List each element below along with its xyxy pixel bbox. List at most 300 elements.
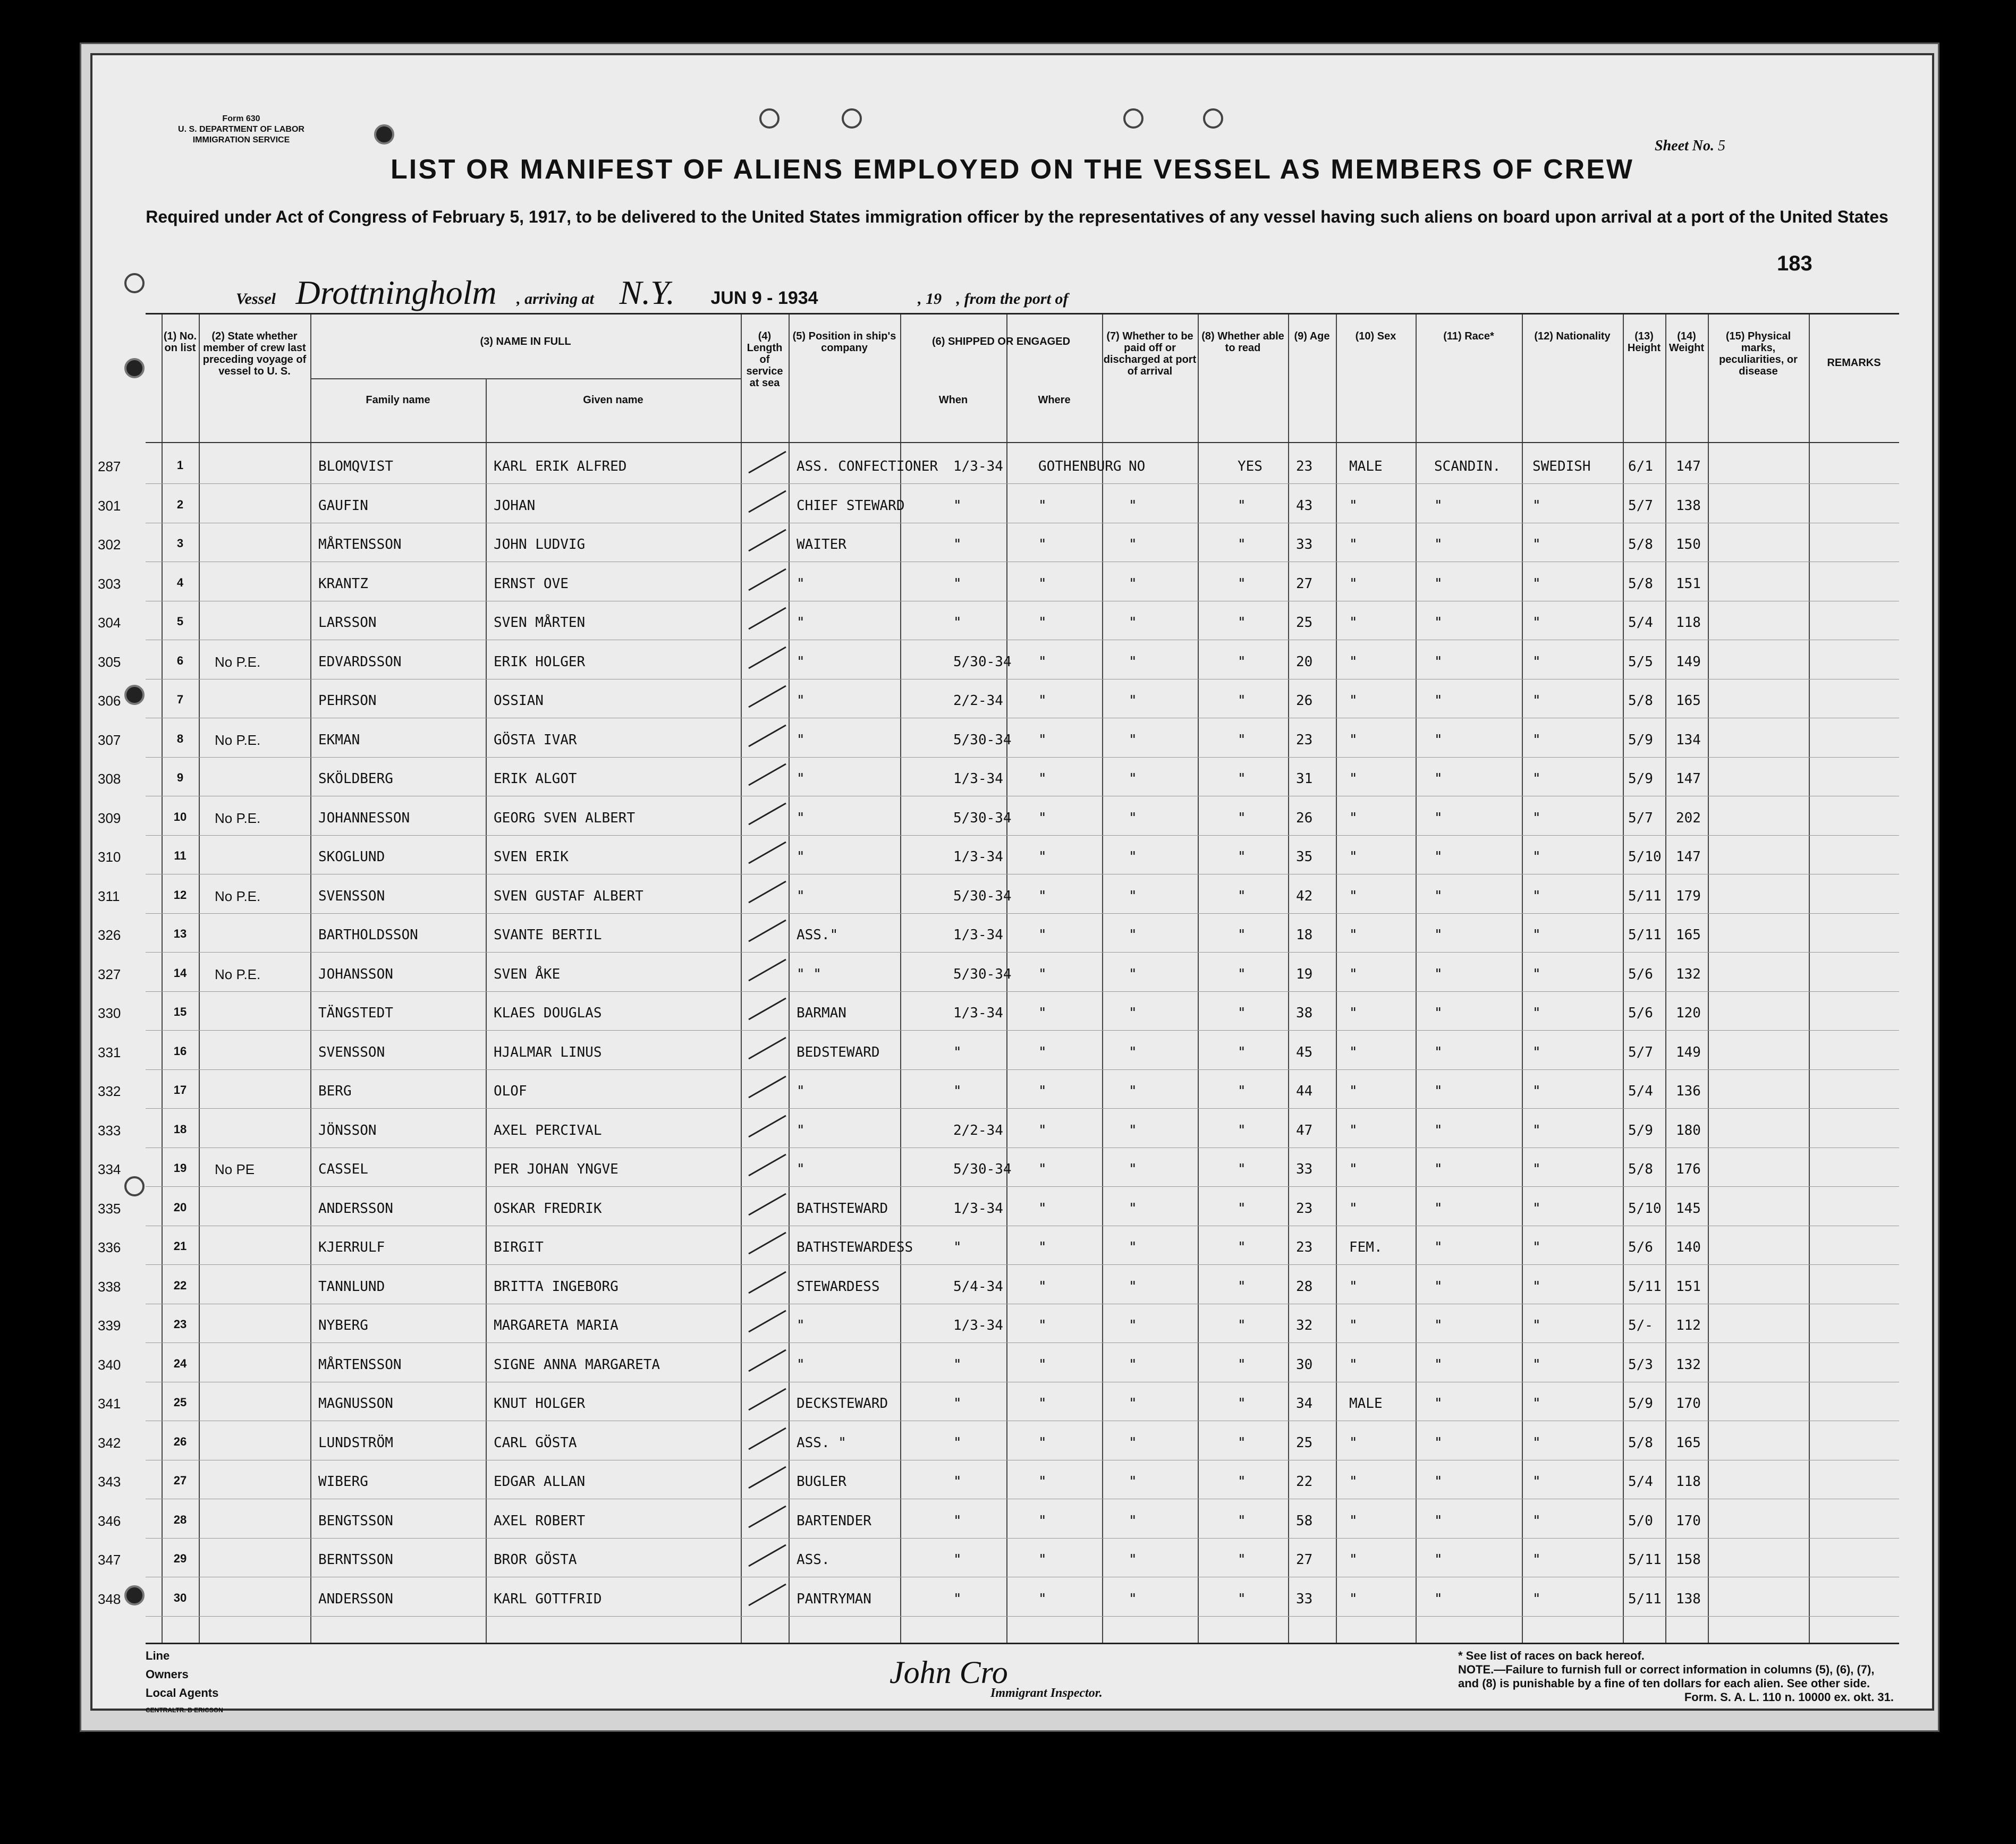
family-name: ANDERSSON — [318, 1591, 393, 1607]
shipped-where: " — [1038, 888, 1047, 904]
shipped-where: " — [1038, 1200, 1047, 1217]
table-row — [98, 1148, 1899, 1187]
race: " — [1434, 1005, 1443, 1021]
sex: " — [1349, 1318, 1358, 1333]
weight: 150 — [1676, 537, 1701, 553]
shipped-when: 5/30-34 — [953, 732, 1012, 748]
family-name: GAUFIN — [318, 497, 368, 514]
row-number: 4 — [176, 575, 184, 589]
service-check-mark — [746, 1230, 789, 1260]
manifest-number: 183 — [1777, 252, 1812, 275]
able-to-read: YES — [1238, 458, 1263, 474]
weight: 180 — [1676, 1122, 1701, 1138]
table-row — [98, 718, 1899, 758]
position: " — [797, 693, 805, 709]
service-check-mark — [746, 996, 789, 1026]
height: 6/1 — [1628, 458, 1653, 474]
sex: " — [1349, 1044, 1358, 1060]
shipped-where: " — [1038, 1318, 1047, 1333]
shipped-when: 2/2-34 — [953, 1122, 1003, 1138]
able-to-read: " — [1238, 732, 1246, 748]
given-name: SVEN MÅRTEN — [494, 615, 586, 631]
weight: 149 — [1676, 1044, 1701, 1060]
height: 5/8 — [1628, 1434, 1653, 1451]
nationality: " — [1532, 1552, 1541, 1568]
able-to-read: " — [1238, 888, 1246, 904]
given-name: ERIK ALGOT — [494, 771, 577, 787]
position: BARMAN — [797, 1005, 846, 1021]
position: " — [797, 888, 805, 904]
table-row — [98, 991, 1899, 1031]
side-number: 303 — [98, 575, 121, 592]
height: 5/9 — [1628, 1122, 1653, 1138]
table-row — [98, 601, 1899, 640]
header-name: (3) NAME IN FULL — [480, 336, 571, 347]
table-row — [98, 679, 1899, 718]
vessel-line: Vessel Drottningholm , arriving at N.Y. JUN 9 - 1934 , 19 , from the port of — [236, 274, 1069, 311]
race: " — [1434, 537, 1443, 553]
weight: 202 — [1676, 810, 1701, 826]
given-name: AXEL ROBERT — [494, 1512, 586, 1529]
age: 33 — [1296, 1591, 1313, 1607]
table-row — [98, 1265, 1899, 1304]
table-row — [98, 874, 1899, 914]
given-name: ERNST OVE — [494, 575, 569, 592]
race: " — [1434, 1356, 1443, 1373]
family-name: SVENSSON — [318, 1044, 385, 1060]
age: 25 — [1296, 1434, 1313, 1451]
family-name: MÅRTENSSON — [318, 537, 402, 553]
table-row — [98, 1187, 1899, 1226]
able-to-read: " — [1238, 1434, 1246, 1451]
family-name: BLOMQVIST — [318, 458, 393, 474]
side-number: 347 — [98, 1552, 121, 1568]
height: 5/9 — [1628, 1396, 1653, 1412]
shipped-where: " — [1038, 1239, 1047, 1255]
given-name: EDGAR ALLAN — [494, 1474, 586, 1490]
shipped-where: " — [1038, 966, 1047, 982]
side-number: 336 — [98, 1239, 121, 1255]
nationality: " — [1532, 615, 1541, 631]
given-name: SVANTE BERTIL — [494, 927, 602, 943]
header-family-name: Family name — [366, 394, 430, 406]
row-number: 19 — [173, 1161, 187, 1175]
service-check-mark — [746, 683, 789, 713]
position: ASS." — [797, 927, 838, 943]
shipped-where: " — [1038, 1083, 1047, 1099]
given-name: KLAES DOUGLAS — [494, 1005, 602, 1021]
shipped-when: " — [953, 1396, 962, 1412]
shipped-when: 5/30-34 — [953, 966, 1012, 982]
nationality: " — [1532, 1396, 1541, 1412]
row-number: 22 — [173, 1278, 187, 1292]
shipped-where: " — [1038, 1122, 1047, 1138]
nationality: " — [1532, 1005, 1541, 1021]
side-number: 338 — [98, 1278, 121, 1295]
table-row — [98, 1343, 1899, 1382]
shipped-when: 2/2-34 — [953, 693, 1003, 709]
weight: 147 — [1676, 771, 1701, 787]
able-to-read: " — [1238, 575, 1246, 592]
vessel-name: Drottningholm — [295, 274, 497, 311]
paid-off: " — [1129, 1591, 1137, 1607]
weight: 138 — [1676, 497, 1701, 514]
shipped-where: " — [1038, 1044, 1047, 1060]
row-number: 29 — [173, 1552, 187, 1565]
height: 5/11 — [1628, 1278, 1662, 1295]
shipped-where: " — [1038, 1474, 1047, 1490]
row-number: 16 — [173, 1044, 187, 1058]
manifest-footer — [146, 1644, 1899, 1714]
able-to-read: " — [1238, 1083, 1246, 1099]
nationality: " — [1532, 1044, 1541, 1060]
position: WAITER — [797, 537, 846, 553]
previous-voyage: No P.E. — [215, 653, 261, 670]
header-read: (8) Whether able to read — [1201, 330, 1284, 354]
row-number: 17 — [173, 1083, 187, 1097]
row-number: 11 — [174, 849, 187, 862]
paid-off: " — [1129, 537, 1137, 553]
sex: " — [1349, 1005, 1358, 1021]
shipped-when: " — [953, 1044, 962, 1060]
footnote: * See list of races on back hereof. NOTE.—Failure to furnish full or correct information in columns (5), (6), (7), and (8) is punishable by a fine of ten dollars for each alien. See other side. Form. S. A. L. 110 n. 10000 ex. okt. 31. — [1458, 1649, 1894, 1704]
nationality: " — [1532, 1474, 1541, 1490]
nationality: " — [1532, 1122, 1541, 1138]
row-number: 5 — [176, 615, 184, 628]
punch-hole — [124, 273, 145, 293]
side-number: 340 — [98, 1356, 121, 1373]
shipped-where: " — [1038, 849, 1047, 865]
weight: 151 — [1676, 575, 1701, 592]
row-number: 6 — [176, 653, 184, 667]
service-check-mark — [746, 839, 789, 870]
position: BEDSTEWARD — [797, 1044, 880, 1060]
height: 5/6 — [1628, 1005, 1653, 1021]
paid-off: " — [1129, 1239, 1137, 1255]
height: 5/8 — [1628, 693, 1653, 709]
arrival-port: N.Y. — [619, 274, 675, 311]
race: " — [1434, 575, 1443, 592]
weight: 179 — [1676, 888, 1701, 904]
row-number: 23 — [173, 1318, 187, 1331]
given-name: BIRGIT — [494, 1239, 544, 1255]
service-check-mark — [746, 488, 789, 519]
service-check-mark — [746, 1503, 789, 1534]
side-number: 287 — [98, 458, 121, 474]
service-check-mark — [746, 917, 789, 948]
family-name: BENGTSSON — [318, 1512, 393, 1529]
race: " — [1434, 1239, 1443, 1255]
shipped-when: " — [953, 1474, 962, 1490]
age: 25 — [1296, 615, 1313, 631]
weight: 151 — [1676, 1278, 1701, 1295]
side-number: 341 — [98, 1396, 121, 1412]
side-number: 307 — [98, 732, 121, 748]
header-where: Where — [1038, 394, 1071, 406]
shipped-where: " — [1038, 1552, 1047, 1568]
nationality: " — [1532, 849, 1541, 865]
height: 5/11 — [1628, 888, 1662, 904]
shipped-when: 1/3-34 — [953, 1200, 1003, 1217]
able-to-read: " — [1238, 1278, 1246, 1295]
shipped-when: " — [953, 1239, 962, 1255]
position: " — [797, 1161, 805, 1177]
race: " — [1434, 849, 1443, 865]
height: 5/8 — [1628, 1161, 1653, 1177]
able-to-read: " — [1238, 497, 1246, 514]
paid-off: " — [1129, 1005, 1137, 1021]
height: 5/8 — [1628, 537, 1653, 553]
nationality: " — [1532, 653, 1541, 670]
race: " — [1434, 810, 1443, 826]
shipped-when: " — [953, 575, 962, 592]
side-number: 348 — [98, 1591, 121, 1607]
page-subtitle: Required under Act of Congress of February 5, 1917, to be delivered to the United States immigration officer by the representatives of any vessel having such aliens on board upon arrival at a port of the United States — [146, 207, 1888, 226]
race: " — [1434, 653, 1443, 670]
height: 5/11 — [1628, 1552, 1662, 1568]
able-to-read: " — [1238, 615, 1246, 631]
able-to-read: " — [1238, 1591, 1246, 1607]
table-row — [98, 640, 1899, 679]
race: " — [1434, 771, 1443, 787]
age: 23 — [1296, 1200, 1313, 1217]
header-paid-off: (7) Whether to be paid off or discharged at port of arrival — [1103, 330, 1197, 377]
sex: MALE — [1349, 458, 1383, 474]
header-age: (9) Age — [1294, 330, 1330, 342]
able-to-read: " — [1238, 537, 1246, 553]
service-check-mark — [746, 1386, 789, 1416]
service-check-mark — [746, 1542, 789, 1573]
shipped-when: 5/30-34 — [953, 888, 1012, 904]
paid-off: " — [1129, 653, 1137, 670]
race: " — [1434, 1396, 1443, 1412]
paid-off: " — [1129, 1318, 1137, 1333]
age: 18 — [1296, 927, 1313, 943]
race: " — [1434, 1161, 1443, 1177]
age: 31 — [1296, 771, 1313, 787]
given-name: ERIK HOLGER — [494, 653, 586, 670]
table-row — [98, 523, 1899, 562]
service-check-mark — [746, 1035, 789, 1065]
sex: " — [1349, 497, 1358, 514]
position: BARTENDER — [797, 1512, 871, 1529]
family-name: SKÖLDBERG — [318, 771, 393, 787]
shipped-when: " — [953, 537, 962, 553]
height: 5/4 — [1628, 1474, 1653, 1490]
nationality: SWEDISH — [1532, 458, 1591, 474]
weight: 136 — [1676, 1083, 1701, 1099]
age: 32 — [1296, 1318, 1313, 1333]
nationality: " — [1532, 1434, 1541, 1451]
row-number: 3 — [176, 537, 184, 550]
race: " — [1434, 1044, 1443, 1060]
header-when: When — [938, 394, 968, 406]
shipped-where: " — [1038, 653, 1047, 670]
row-number: 15 — [173, 1005, 187, 1018]
height: 5/7 — [1628, 810, 1653, 826]
shipped-when: 5/30-34 — [953, 810, 1012, 826]
paid-off: " — [1129, 732, 1137, 748]
race: " — [1434, 1278, 1443, 1295]
sex: " — [1349, 693, 1358, 709]
paid-off: " — [1129, 1434, 1137, 1451]
given-name: OLOF — [494, 1083, 527, 1099]
punch-hole — [124, 1176, 145, 1196]
sex: " — [1349, 537, 1358, 553]
given-name: KNUT HOLGER — [494, 1396, 586, 1412]
shipped-when: 5/4-34 — [953, 1278, 1003, 1295]
punch-hole — [124, 358, 145, 378]
sex: " — [1349, 732, 1358, 748]
paid-off: " — [1129, 575, 1137, 592]
sex: " — [1349, 1434, 1358, 1451]
nationality: " — [1532, 1083, 1541, 1099]
given-name: MARGARETA MARIA — [494, 1318, 619, 1333]
able-to-read: " — [1238, 1318, 1246, 1333]
height: 5/10 — [1628, 849, 1662, 865]
header-weight: (14) Weight — [1668, 330, 1705, 354]
previous-voyage: No P.E. — [215, 732, 261, 748]
nationality: " — [1532, 537, 1541, 553]
sex: " — [1349, 1512, 1358, 1529]
service-check-mark — [746, 1425, 789, 1456]
nationality: " — [1532, 966, 1541, 982]
height: 5/4 — [1628, 615, 1653, 631]
family-name: TANNLUND — [318, 1278, 385, 1295]
paid-off: " — [1129, 771, 1137, 787]
height: 5/9 — [1628, 732, 1653, 748]
race: SCANDIN. — [1434, 458, 1501, 474]
sex: FEM. — [1349, 1239, 1383, 1255]
weight: 140 — [1676, 1239, 1701, 1255]
shipped-when: 1/3-34 — [953, 849, 1003, 865]
shipped-when: " — [953, 1356, 962, 1373]
position: " — [797, 1083, 805, 1099]
service-check-mark — [746, 1113, 789, 1143]
given-name: AXEL PERCIVAL — [494, 1122, 602, 1138]
table-row — [98, 835, 1899, 874]
age: 28 — [1296, 1278, 1313, 1295]
side-number: 308 — [98, 771, 121, 787]
previous-voyage: No P.E. — [215, 966, 261, 982]
paid-off: " — [1129, 966, 1137, 982]
height: 5/11 — [1628, 1591, 1662, 1607]
sex: " — [1349, 1591, 1358, 1607]
side-number: 304 — [98, 615, 121, 631]
height: 5/10 — [1628, 1200, 1662, 1217]
position: " — [797, 810, 805, 826]
age: 22 — [1296, 1474, 1313, 1490]
nationality: " — [1532, 1356, 1541, 1373]
family-name: BARTHOLDSSON — [318, 927, 418, 943]
family-name: NYBERG — [318, 1318, 368, 1333]
nationality: " — [1532, 1200, 1541, 1217]
crew-table — [98, 313, 1899, 1644]
service-check-mark — [746, 1582, 789, 1612]
given-name: BROR GÖSTA — [494, 1552, 577, 1568]
shipped-when: " — [953, 1083, 962, 1099]
side-number: 302 — [98, 537, 121, 553]
race: " — [1434, 693, 1443, 709]
age: 58 — [1296, 1512, 1313, 1529]
paid-off: " — [1129, 1552, 1137, 1568]
nationality: " — [1532, 575, 1541, 592]
sex: " — [1349, 888, 1358, 904]
table-row — [98, 445, 1899, 484]
shipped-where: GOTHENBURG — [1038, 458, 1122, 474]
punch-hole — [842, 108, 862, 129]
height: 5/6 — [1628, 966, 1653, 982]
row-number: 7 — [176, 693, 184, 706]
able-to-read: " — [1238, 1512, 1246, 1529]
row-number: 26 — [173, 1434, 187, 1448]
able-to-read: " — [1238, 1200, 1246, 1217]
position: BUGLER — [797, 1474, 846, 1490]
table-row — [98, 1226, 1899, 1265]
nationality: " — [1532, 927, 1541, 943]
weight: 149 — [1676, 653, 1701, 670]
nationality: " — [1532, 1239, 1541, 1255]
paid-off: " — [1129, 927, 1137, 943]
age: 34 — [1296, 1396, 1313, 1412]
able-to-read: " — [1238, 966, 1246, 982]
weight: 132 — [1676, 966, 1701, 982]
inspector-label: Immigrant Inspector. — [990, 1686, 1103, 1700]
position: " — [797, 849, 805, 865]
row-number: 30 — [173, 1591, 187, 1604]
sex: " — [1349, 575, 1358, 592]
shipped-where: " — [1038, 497, 1047, 514]
position: " — [797, 575, 805, 592]
able-to-read: " — [1238, 1161, 1246, 1177]
side-number: 306 — [98, 693, 121, 709]
header-shipped: (6) SHIPPED OR ENGAGED — [931, 336, 1071, 347]
able-to-read: " — [1238, 1005, 1246, 1021]
given-name: JOHAN — [494, 497, 536, 514]
given-name: KARL GOTTFRID — [494, 1591, 602, 1607]
side-number: 332 — [98, 1083, 121, 1099]
family-name: WIBERG — [318, 1474, 368, 1490]
family-name: PEHRSON — [318, 693, 377, 709]
position: " " — [797, 966, 821, 982]
family-name: TÄNGSTEDT — [318, 1005, 393, 1021]
age: 47 — [1296, 1122, 1313, 1138]
weight: 176 — [1676, 1161, 1701, 1177]
able-to-read: " — [1238, 927, 1246, 943]
row-number: 27 — [173, 1474, 187, 1487]
previous-voyage: No P.E. — [215, 888, 261, 904]
previous-voyage: No PE — [215, 1161, 255, 1177]
row-number: 24 — [173, 1356, 187, 1370]
position: ASS. — [797, 1552, 830, 1568]
punch-hole — [124, 1585, 145, 1605]
able-to-read: " — [1238, 849, 1246, 865]
previous-voyage: No P.E. — [215, 810, 261, 826]
paid-off: " — [1129, 1474, 1137, 1490]
owners-label: Owners — [146, 1668, 189, 1681]
race: " — [1434, 888, 1443, 904]
race: " — [1434, 1434, 1443, 1451]
shipped-where: " — [1038, 732, 1047, 748]
nationality: " — [1532, 1512, 1541, 1529]
shipped-when: " — [953, 1512, 962, 1529]
height: 5/3 — [1628, 1356, 1653, 1373]
race: " — [1434, 966, 1443, 982]
age: 45 — [1296, 1044, 1313, 1060]
page-title: LIST OR MANIFEST OF ALIENS EMPLOYED ON THE VESSEL AS MEMBERS OF CREW — [391, 154, 1634, 185]
service-check-mark — [746, 1074, 789, 1104]
table-row — [98, 953, 1899, 992]
